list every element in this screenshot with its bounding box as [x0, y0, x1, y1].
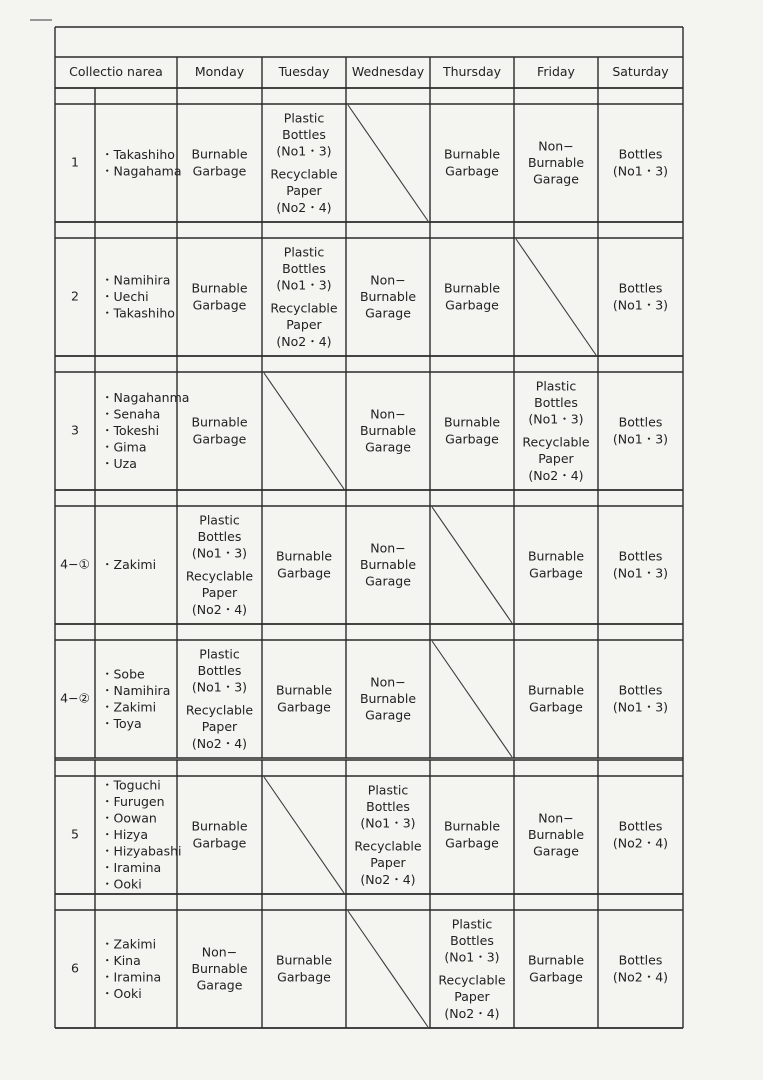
area-location: ・Toguchi: [101, 777, 161, 793]
waste-type-label: (No1・3): [276, 277, 332, 293]
waste-type-label: Burnable: [443, 818, 501, 834]
header-day-wednesday: Wednesday: [351, 64, 425, 79]
waste-type-label: Garage: [196, 977, 243, 993]
no-collection-slash: [348, 105, 428, 221]
waste-type-label: Garbage: [529, 699, 583, 715]
area-number: 2: [71, 288, 79, 304]
area-location: ・Gima: [101, 439, 147, 455]
waste-type-label: Garbage: [192, 297, 247, 313]
waste-type-label: Garage: [533, 171, 579, 187]
waste-type-label: Garbage: [445, 835, 499, 851]
waste-type-label: (No2・4): [360, 871, 416, 887]
waste-type-label: Recyclable: [185, 568, 254, 584]
waste-type-label: Recyclable: [270, 300, 338, 316]
waste-type-label: Garbage: [277, 699, 331, 715]
waste-type-label: Burnable: [191, 414, 248, 430]
area-location: ・Oowan: [101, 810, 157, 826]
waste-type-label: Garage: [365, 573, 411, 589]
waste-type-label: (No1・3): [444, 949, 500, 965]
waste-type-label: (No1・3): [276, 143, 332, 159]
no-collection-slash: [432, 507, 512, 623]
waste-type-label: Garbage: [445, 431, 499, 447]
waste-type-label: Garbage: [192, 163, 247, 179]
waste-type-label: Bottles: [366, 798, 410, 814]
waste-type-label: Garage: [365, 707, 411, 723]
area-location: ・Takashiho: [101, 146, 175, 162]
waste-type-label: (No1・3): [191, 545, 248, 561]
waste-type-label: (No2・4): [276, 199, 332, 215]
schedule-row: [60, 507, 668, 623]
waste-type-label: Burnable: [527, 548, 585, 564]
waste-type-label: Paper: [201, 719, 238, 735]
waste-type-label: Plastic: [199, 512, 240, 528]
waste-type-label: Plastic: [535, 378, 577, 394]
waste-type-label: Burnable: [191, 146, 248, 162]
area-number: 4−①: [60, 556, 90, 572]
no-collection-slash: [264, 373, 344, 489]
area-location: ・Sobe: [101, 666, 145, 682]
waste-type-label: (No2・4): [612, 969, 669, 985]
area-location: ・Toya: [101, 715, 142, 731]
waste-type-label: Bottles: [618, 414, 663, 430]
waste-type-label: Bottles: [618, 146, 663, 162]
area-location: ・Uechi: [101, 289, 149, 304]
waste-type-label: Non−: [370, 540, 406, 556]
waste-type-label: Burnable: [527, 682, 585, 698]
waste-type-label: Plastic: [367, 782, 409, 798]
waste-type-label: Paper: [201, 585, 238, 601]
waste-type-label: (No2・4): [191, 735, 248, 751]
waste-type-label: Burnable: [191, 961, 248, 976]
waste-type-label: (No1・3): [612, 431, 669, 447]
area-number: 6: [71, 960, 79, 976]
waste-type-label: (No1・3): [191, 679, 248, 695]
waste-type-label: Bottles: [450, 932, 494, 948]
waste-type-label: Burnable: [443, 146, 501, 162]
waste-type-label: Burnable: [191, 280, 248, 296]
waste-type-label: Paper: [538, 451, 574, 467]
schedule-row: [71, 777, 668, 893]
waste-type-label: Burnable: [191, 818, 248, 834]
schedule-table-content: [60, 64, 669, 1027]
waste-type-label: Garbage: [192, 431, 247, 447]
waste-type-label: Non−: [370, 674, 406, 690]
area-location: ・Tokeshi: [101, 423, 160, 438]
area-location: ・Nagahama: [101, 163, 182, 179]
waste-type-label: Garbage: [529, 969, 583, 985]
waste-type-label: Garbage: [277, 969, 331, 985]
header-day-friday: Friday: [537, 64, 575, 79]
waste-type-label: Burnable: [527, 952, 585, 968]
waste-type-label: Bottles: [618, 818, 663, 834]
area-location: ・Takashiho: [101, 305, 175, 321]
waste-type-label: Non−: [201, 944, 238, 960]
waste-type-label: Burnable: [443, 280, 501, 296]
waste-type-label: Burnable: [359, 557, 417, 572]
waste-type-label: Bottles: [618, 952, 663, 968]
header-day-thursday: Thursday: [442, 64, 502, 79]
area-location: ・Ooki: [101, 985, 142, 1001]
area-location: ・Iramina: [101, 969, 162, 985]
area-location: ・Zakimi: [101, 557, 157, 572]
waste-type-label: Plastic: [283, 244, 325, 260]
waste-type-label: Burnable: [275, 952, 333, 968]
waste-type-label: (No2・4): [276, 333, 332, 349]
waste-type-label: Bottles: [197, 662, 242, 678]
schedule-row: [71, 911, 668, 1027]
waste-type-label: Burnable: [359, 289, 417, 304]
area-number: 1: [71, 154, 79, 170]
area-location: ・Iramina: [101, 860, 162, 875]
waste-type-label: (No1・3): [360, 815, 416, 831]
area-location: ・Zakimi: [101, 699, 157, 715]
area-location: ・Kina: [101, 952, 141, 968]
schedule-row: [60, 641, 668, 757]
waste-type-label: Paper: [454, 989, 490, 1005]
area-location: ・Namihira: [101, 682, 171, 698]
waste-type-label: Garbage: [277, 565, 331, 581]
waste-type-label: Garbage: [529, 565, 583, 581]
waste-type-label: (No1・3): [612, 565, 669, 581]
header-day-tuesday: Tuesday: [278, 64, 330, 79]
waste-type-label: Burnable: [275, 548, 333, 564]
waste-type-label: Non−: [370, 406, 406, 422]
area-location: ・Namihira: [101, 272, 171, 288]
header-day-monday: Monday: [194, 64, 245, 79]
waste-type-label: Bottles: [282, 260, 326, 276]
waste-type-label: Paper: [370, 855, 406, 871]
waste-type-label: Garage: [365, 305, 411, 321]
header-day-saturday: Saturday: [612, 64, 669, 79]
area-location: ・Nagahanma: [101, 390, 190, 405]
waste-type-label: Garbage: [445, 163, 499, 179]
header-area-label: Collectio narea: [69, 64, 163, 79]
area-number: 3: [71, 422, 79, 438]
schedule-row: [71, 105, 668, 221]
waste-type-label: Recyclable: [270, 166, 338, 182]
area-location: ・Ooki: [101, 876, 142, 892]
waste-type-label: (No2・4): [444, 1005, 500, 1021]
waste-type-label: Bottles: [197, 528, 242, 544]
no-collection-slash: [516, 239, 596, 355]
waste-type-label: Burnable: [359, 423, 417, 438]
no-collection-slash: [264, 777, 344, 893]
waste-type-label: Bottles: [618, 548, 663, 564]
waste-type-label: Garbage: [445, 297, 499, 313]
area-location: ・Uza: [101, 456, 137, 471]
waste-type-label: Burnable: [527, 827, 585, 842]
waste-type-label: (No2・4): [191, 601, 248, 617]
schedule-row: [71, 373, 668, 489]
area-location: ・Furugen: [101, 794, 165, 809]
waste-type-label: Recyclable: [185, 702, 254, 718]
waste-type-label: Garage: [533, 843, 579, 859]
waste-type-label: Plastic: [451, 916, 493, 932]
waste-type-label: Garage: [365, 439, 411, 455]
waste-type-label: Bottles: [618, 682, 663, 698]
waste-type-label: Bottles: [282, 126, 326, 142]
area-location: ・Senaha: [101, 406, 161, 422]
area-location: ・Hizya: [101, 827, 148, 842]
waste-type-label: (No1・3): [528, 411, 584, 427]
area-number: 5: [71, 826, 79, 842]
waste-type-label: Plastic: [199, 646, 240, 662]
waste-type-label: Paper: [286, 183, 322, 199]
waste-type-label: Recyclable: [354, 838, 422, 854]
no-collection-slash: [432, 641, 512, 757]
waste-type-label: Paper: [286, 317, 322, 333]
area-location: ・Zakimi: [101, 936, 157, 952]
waste-type-label: (No1・3): [612, 699, 669, 715]
area-number: 4−②: [60, 690, 90, 706]
waste-type-label: Plastic: [283, 110, 325, 126]
waste-type-label: Recyclable: [438, 972, 506, 988]
waste-type-label: Bottles: [534, 394, 578, 410]
waste-type-label: Burnable: [527, 155, 585, 170]
waste-type-label: Non−: [538, 810, 574, 826]
waste-type-label: (No1・3): [612, 297, 669, 313]
area-location: ・Hizyabashi: [101, 843, 182, 859]
waste-type-label: (No2・4): [612, 835, 669, 851]
no-collection-slash: [348, 911, 428, 1027]
waste-type-label: (No2・4): [528, 467, 584, 483]
waste-type-label: Burnable: [275, 682, 333, 698]
schedule-row: [71, 239, 668, 355]
waste-type-label: Garbage: [192, 835, 247, 851]
waste-type-label: Burnable: [359, 691, 417, 706]
waste-type-label: Recyclable: [522, 434, 590, 450]
waste-type-label: Non−: [538, 138, 574, 154]
waste-type-label: Bottles: [618, 280, 663, 296]
waste-type-label: Burnable: [443, 414, 501, 430]
waste-type-label: Non−: [370, 272, 406, 288]
waste-type-label: (No1・3): [612, 163, 669, 179]
